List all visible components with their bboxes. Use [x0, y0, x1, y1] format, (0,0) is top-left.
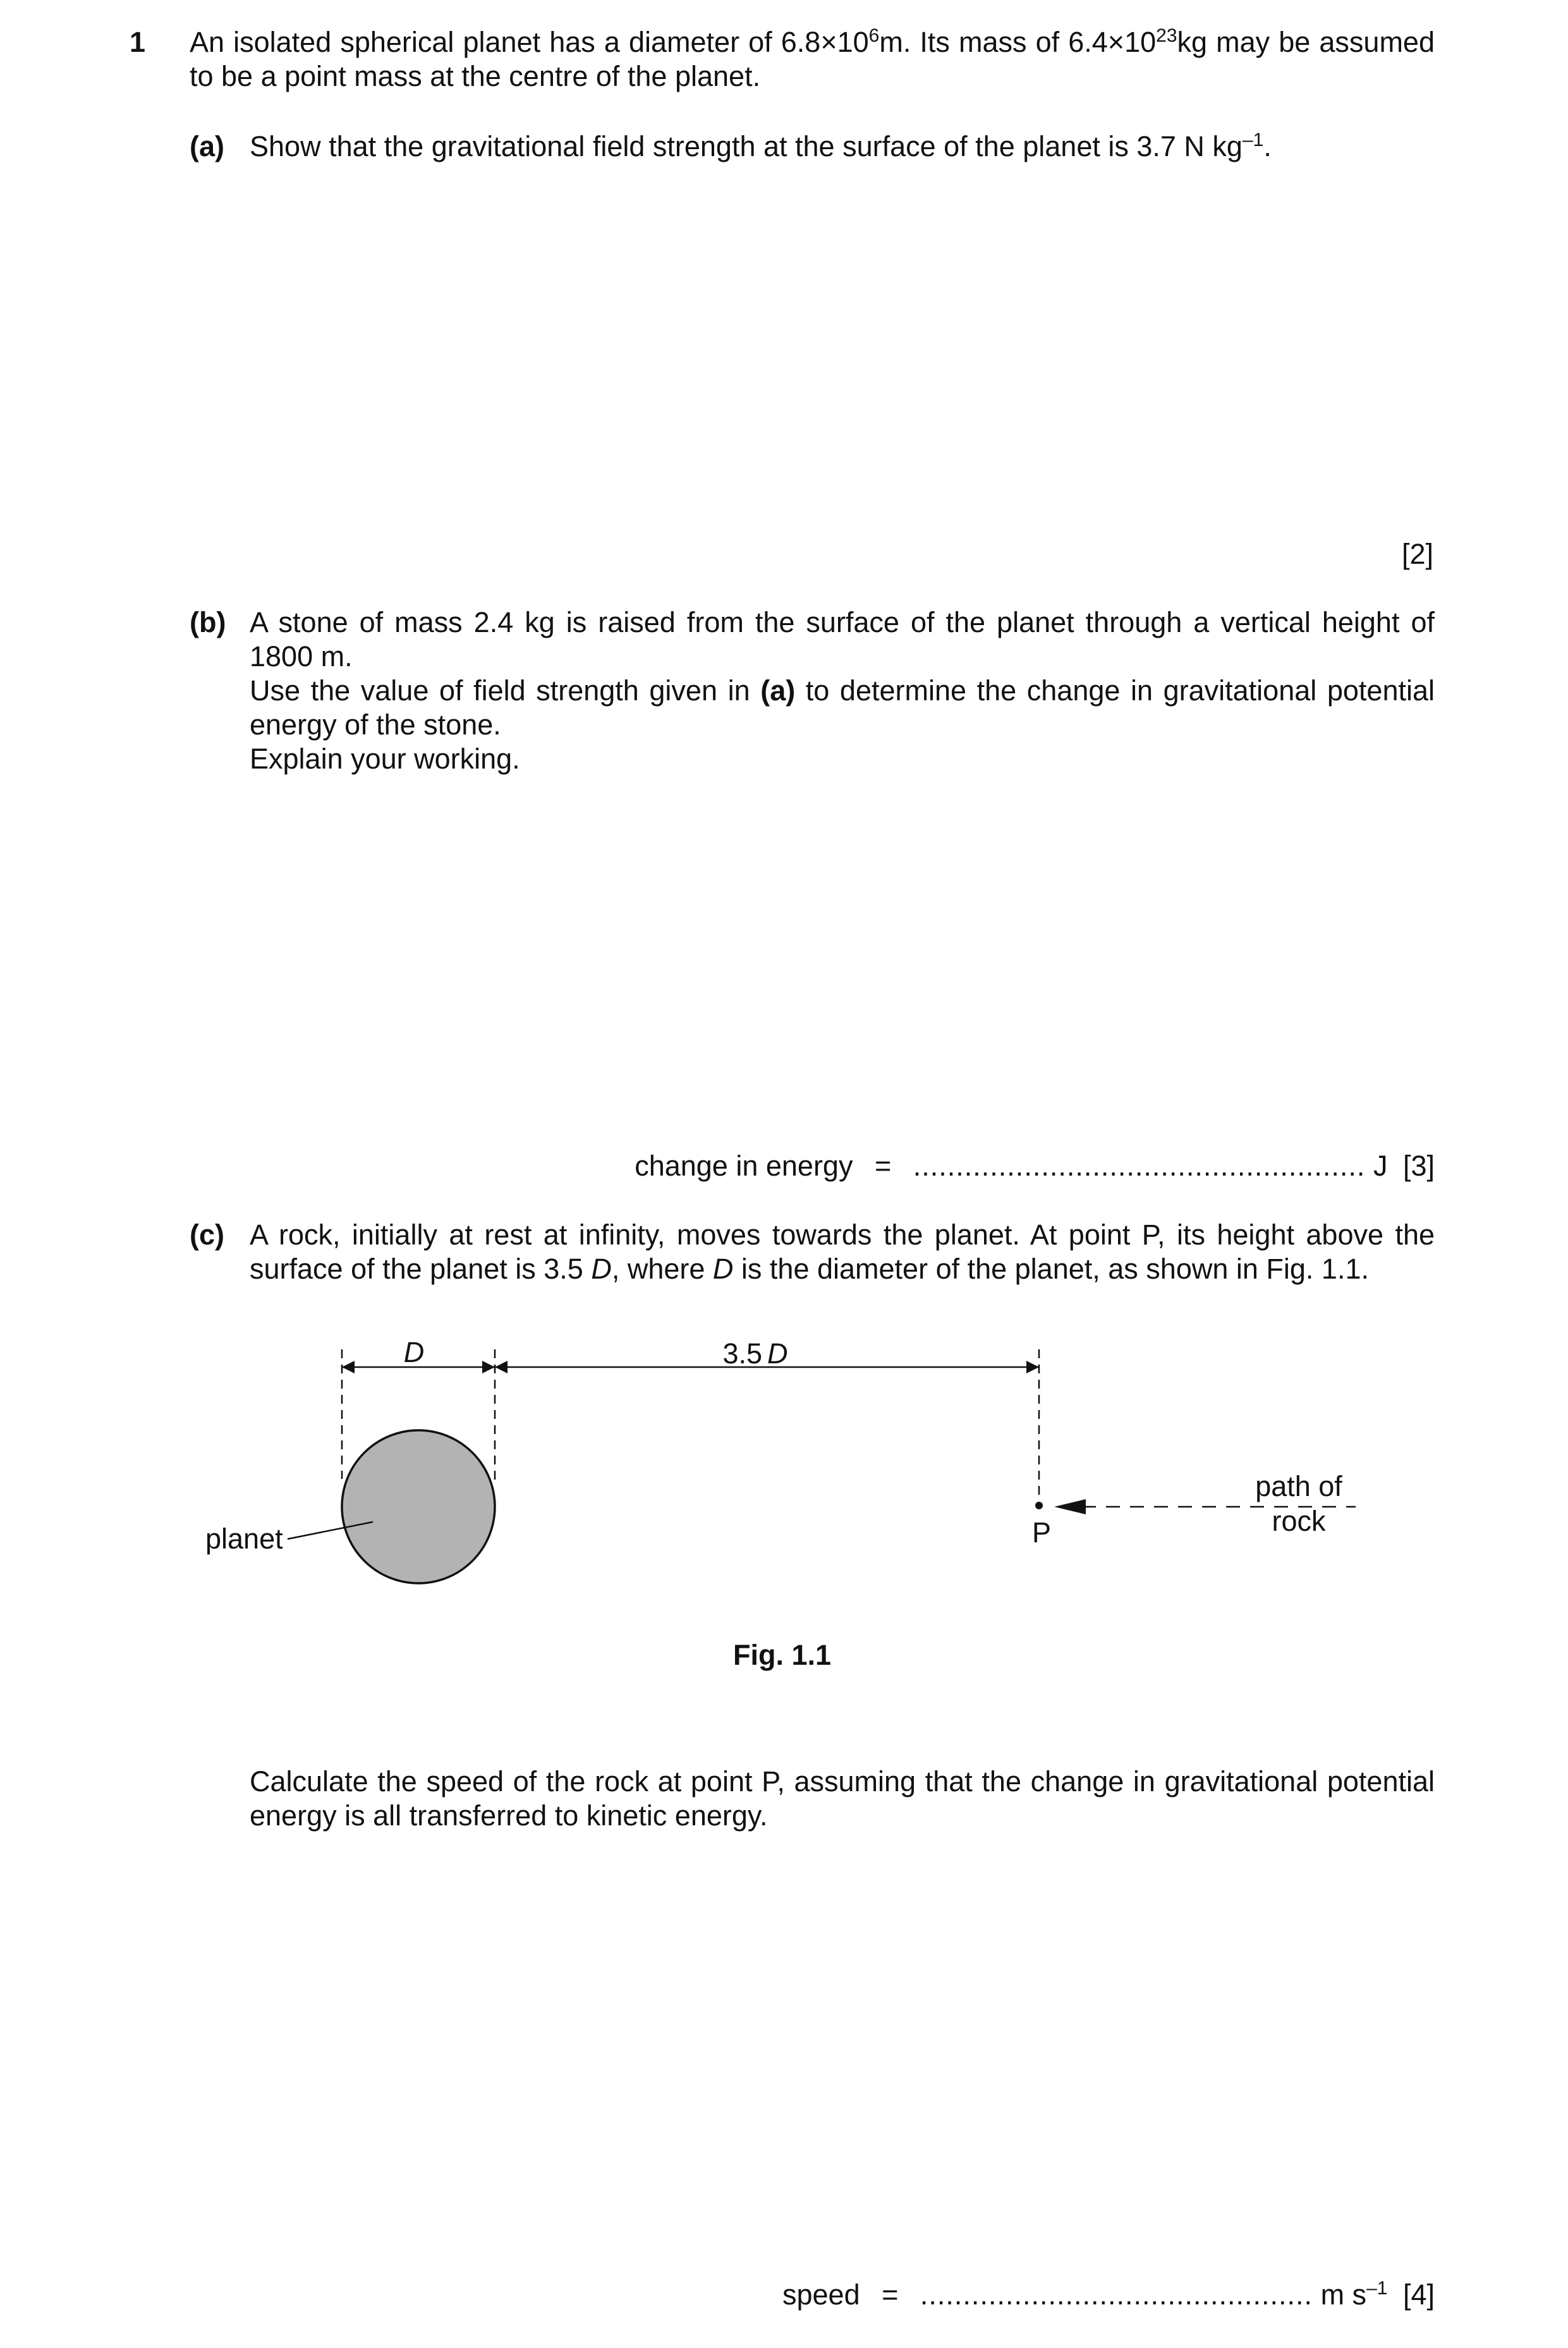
part-b-answer-label: change in energy — [635, 1150, 853, 1182]
path-label-line1: path of — [1255, 1470, 1342, 1502]
intro-exp2: 23 — [1156, 25, 1177, 46]
part-b-line2-start: Use the value of field strength given in — [250, 674, 761, 707]
intro-part2: m. Its mass of 6.4×10 — [879, 26, 1157, 58]
part-c-text-d2: D — [712, 1253, 734, 1285]
part-c-answer-line — [782, 2278, 1435, 2312]
part-c-label: (c) — [190, 1219, 224, 1251]
intro-exp1: 6 — [868, 25, 880, 46]
figure-caption: Fig. 1.1 — [733, 1639, 832, 1671]
part-c-text-c: is the diameter of the planet, as shown in Fig. 1.1. — [733, 1253, 1369, 1285]
part-c-text-b: , where — [611, 1253, 713, 1285]
part-c-text-a: A rock, initially at rest at infinity, moves towards the planet. At point P, its height above the surface of the planet is 3.5 — [250, 1219, 1435, 1285]
part-b-line3: Explain your working. — [250, 743, 520, 775]
label-3-5-d: D — [767, 1337, 788, 1370]
part-a-end: . — [1263, 130, 1272, 162]
part-b-line2-bold: (a) — [760, 674, 796, 707]
part-a-main: Show that the gravitational field strength at the surface of the planet is 3.7 N kg — [250, 130, 1243, 162]
part-b-equals: = — [874, 1150, 892, 1182]
part-b-marks: [3] — [1402, 1150, 1435, 1182]
intro-part1: An isolated spherical planet has a diameter of 6.8×10 — [190, 26, 869, 58]
planet-circle — [342, 1430, 495, 1583]
part-c-answer-unit-exp: –1 — [1366, 2278, 1388, 2299]
part-b-answer-dots[interactable]: ..................................................... — [913, 1150, 1366, 1182]
part-c-marks: [4] — [1402, 2278, 1435, 2311]
part-c-answer-label: speed — [782, 2278, 860, 2311]
part-a-label: (a) — [190, 130, 224, 162]
part-c-question: Calculate the speed of the rock at point P, assuming that the change in gravitational potential energy is all transferred to kinetic energy. — [250, 1765, 1435, 1832]
part-c-equals: = — [882, 2278, 899, 2311]
part-a-marks: [2] — [1402, 538, 1434, 570]
part-b-line1: A stone of mass 2.4 kg is raised from the surface of the planet through a vertical height of 1800 m. — [250, 606, 1435, 672]
part-c-answer-unit: m s — [1320, 2278, 1367, 2311]
label-3-5d — [722, 1337, 787, 1370]
rock-path-arrowhead — [1054, 1499, 1086, 1514]
path-label-line2: rock — [1272, 1505, 1326, 1537]
point-p-dot — [1035, 1502, 1043, 1509]
part-c-text-d1: D — [591, 1253, 612, 1285]
part-b-answer-unit: J — [1373, 1150, 1388, 1182]
part-c-answer-dots[interactable]: .............................................. — [920, 2278, 1313, 2311]
intro-part3: kg may be assumed to be a point mass at the centre of the planet. — [190, 26, 1435, 92]
label-3-5: 3.5 — [722, 1337, 763, 1370]
point-p-label: P — [1031, 1516, 1052, 1548]
label-d: D — [403, 1336, 425, 1368]
planet-label: planet — [205, 1523, 283, 1555]
part-b-line2-end: to determine the change in gravitational potential energy of the stone. — [250, 674, 1435, 741]
question-number: 1 — [130, 26, 146, 58]
part-a-exp: –1 — [1242, 130, 1264, 150]
part-b-label: (b) — [190, 606, 226, 638]
